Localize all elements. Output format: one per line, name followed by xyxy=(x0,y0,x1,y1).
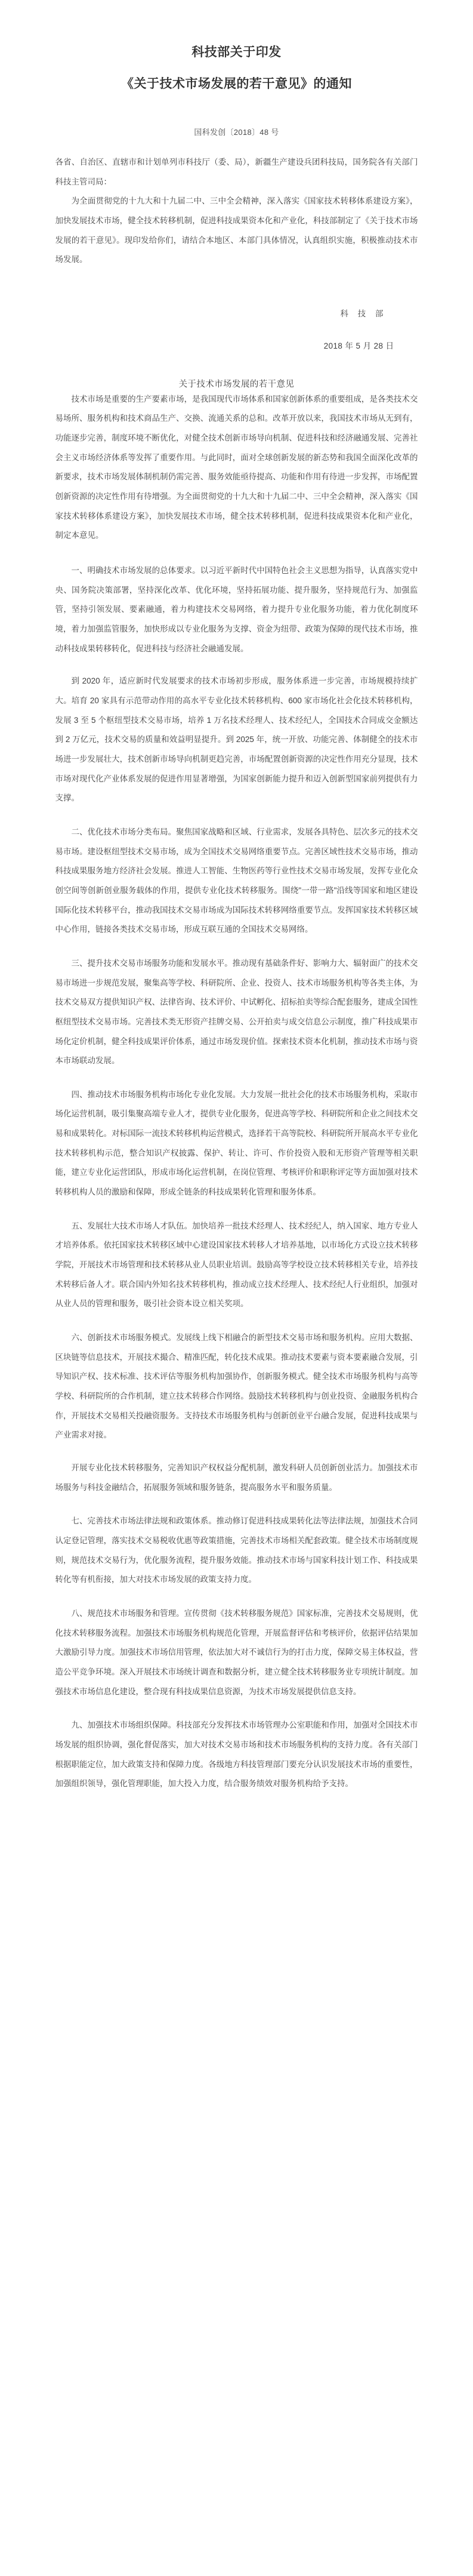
document-body xyxy=(55,0,418,1794)
section-paragraph: 一、明确技术市场发展的总体要求。以习近平新时代中国特色社会主义思想为指导，认真落实党中央、国务院决策部署，坚持深化改革、优化环境，坚持拓展功能、提升服务，坚持规范行为、加强监管，坚持引领发展、要素融通，着力构建技术交易网络，着力提升专业化服务功能，着力优化制度环境，着力加强监管服务，加快形成以专业化服务为支撑、资金为纽带、政策为保障的现代技术市场，推动科技成果转移转化，促进科技与经济社会融通发展。 xyxy=(55,566,418,653)
title-block xyxy=(55,0,418,97)
addressee-block: 各省、自治区、直辖市和计划单列市科技厅（委、局），新疆生产建设兵团科技局，国务院各有关部门科技主管司局： xyxy=(55,157,418,186)
page-title-line-1: 科技部关于印发 xyxy=(191,45,282,59)
opinions-subtitle: 关于技术市场发展的若干意见 xyxy=(178,379,295,389)
section-one xyxy=(55,561,418,808)
section-paragraph: 二、优化技术市场分类布局。聚焦国家战略和区域、行业需求，发展各具特色、层次多元的技术交易市场。建设枢纽型技术交易市场，成为全国技术交易网络重要节点。完善区域性技术交易市场，推动科技成果服务地方经济社会发展。推进人工智能、生物医药等行业性技术交易市场发展，发挥专业化众创空间等创新创业服务载体的作用，提供专业化技术转移服务。围绕"一带一路"沿线等国家和地区建设国际化技术转移平台，推动我国技术交易市场成为国际技术转移网络重要节点。发挥国家技术转移区域中心作用，链接各类技术交易市场，形成互联互通的全国技术交易网络。 xyxy=(55,827,418,934)
signature-date: 2018 年 5 月 28 日 xyxy=(323,341,394,350)
section-five xyxy=(55,1217,418,1314)
section-three xyxy=(55,954,418,1071)
section-four xyxy=(55,1085,418,1202)
preamble-paragraph: 技术市场是重要的生产要素市场，是我国现代市场体系和国家创新体系的重要组成，是各类技术交易场所、服务机构和技术商品生产、交换、流通关系的总和。改革开放以来，我国技术市场从无到有，功能逐步完善，制度环境不断优化，对健全技术创新市场导向机制、促进科技和经济融通发展、完善社会主义市场经济体系等发挥了重要作用。与此同时，面对全球创新发展的新态势和我国全面深化改革的新要求，技术市场发展体制机制仍需完善、服务效能亟待提高、功能和作用有待进一步发挥，市场配置创新资源的决定性作用有待增强。为全面贯彻党的十九大和十九届二中、三中全会精神，深入落实《国家技术转移体系建设方案》，加快发展技术市场，健全技术转移机制，促进科技成果资本化和产业化，制定本意见。 xyxy=(55,394,418,540)
section-paragraph: 开展专业化技术转移服务，完善知识产权权益分配机制，激发科研人员创新创业活力。加强技术市场服务与科技金融结合，拓展服务领域和服务链条，提高服务水平和服务质量。 xyxy=(55,1463,418,1492)
section-seven xyxy=(55,1512,418,1590)
section-nine xyxy=(55,1716,418,1794)
section-six xyxy=(55,1328,418,1497)
page-title-line-2: 《关于技术市场发展的若干意见》的通知 xyxy=(121,76,352,91)
section-paragraph: 到 2020 年，适应新时代发展要求的技术市场初步形成，服务体系进一步完善，市场规模持续扩大。培育 20 家具有示范带动作用的高水平专业化技术转移机构、600 家市场化社会化技术转移机构，发展 3 至 5 个枢纽型技术交易市场，培养 1 万名技术经理人、技术经纪人，全国技术合同成交金额达到 2 万亿元，技术交易的质量和效益明显提升。到 2025 年，统一开放、功能完善、体制健全的技术市场进一步发展壮大，技术创新市场导向机制更趋完善，市场配置创新资源的决定性作用充分显现，技术市场对现代化产业体系发展的促进作用显著增强，为国家创新能力提升和迈入创新型国家前列提供有力支撑。 xyxy=(55,676,418,803)
section-paragraph: 七、完善技术市场法律法规和政策体系。推动修订促进科技成果转化法等法律法规，加强技术合同认定登记管理，落实技术交易税收优惠等政策措施，完善技术市场相关配套政策。健全技术市场制度规则，规范技术交易行为，优化服务流程，提升服务效能。推动技术市场与国家科技计划工作、科技成果转化等有机衔接，加大对技术市场发展的政策支持力度。 xyxy=(55,1516,418,1584)
document-number: 国科发创〔2018〕48 号 xyxy=(194,127,279,137)
section-eight xyxy=(55,1604,418,1701)
cover-paragraph: 为全面贯彻党的十九大和十九届二中、三中全会精神，深入落实《国家技术转移体系建设方案》，加快发展技术市场，健全技术转移机制，促进科技成果资本化和产业化，科技部制定了《关于技术市场发展的若干意见》。现印发给你们，请结合本地区、本部门具体情况，认真组织实施，积极推动技术市场发展。 xyxy=(55,196,418,264)
section-two xyxy=(55,823,418,940)
section-paragraph: 六、创新技术市场服务模式。发展线上线下相融合的新型技术交易市场和服务机构。应用大数据、区块链等信息技术，开展技术撮合、精准匹配，转化技术成果。推动技术要素与资本要素融合发展，引导知识产权、技术标准、技术评估等服务机构加强协作，创新服务模式。健全技术市场服务机构与高等学校、科研院所的合作机制，建立技术转移合作网络。鼓励技术转移机构与创业投资、金融服务机构合作，开展技术交易相关投融资服务。支持技术市场服务机构与创新创业平台融合发展，促进科技成果与产业需求对接。 xyxy=(55,1333,418,1440)
section-paragraph: 四、推动技术市场服务机构市场化专业化发展。大力发展一批社会化的技术市场服务机构，采取市场化运营机制，吸引集聚高端专业人才，提供专业化服务，促进高等学校、科研院所和企业之间技术交易和成果转化。对标国际一流技术转移机构运营模式，选择若干高等院校、科研院所开展高水平专业化技术转移机构示范，整合知识产权披露、保护、转让、许可、作价投资入股和无形资产管理等相关职能，建立专业化运营团队，形成市场化运营机制，在岗位管理、考核评价和职称评定等方面加强对技术转移机构人员的激励和保障，形成全链条的科技成果转化管理和服务体系。 xyxy=(55,1090,418,1197)
section-paragraph: 三、提升技术交易市场服务功能和发展水平。推动现有基础条件好、影响力大、辐射面广的技术交易市场进一步规范发展，聚集高等学校、科研院所、企业、投资人、技术市场服务机构等各类主体，为技术交易双方提供知识产权、法律咨询、技术评价、中试孵化、招标拍卖等综合配套服务，建成全国性枢纽型技术交易市场。完善技术类无形资产挂牌交易、公开拍卖与成交信息公示制度，推广科技成果市场化定价机制，健全科技成果评价体系，通过市场发现价值。探索技术资本化机制，推动技术市场与资本市场联动发展。 xyxy=(55,958,418,1066)
section-paragraph: 九、加强技术市场组织保障。科技部充分发挥技术市场管理办公室职能和作用，加强对全国技术市场发展的组织协调，强化督促落实，加大对技术交易市场和技术市场服务机构的支持力度。各有关部门根据职能定位，加大政策支持和保障力度。各级地方科技管理部门要充分认识发展技术市场的重要性，加强组织领导，强化管理职能，加大投入力度，结合服务绩效对服务机构给予支持。 xyxy=(55,1721,418,1789)
section-paragraph: 五、发展壮大技术市场人才队伍。加快培养一批技术经理人、技术经纪人，纳入国家、地方专业人才培养体系。依托国家技术转移区域中心建设国家技术转移人才培养基地，以市场化方式设立技术转移学院，开展技术市场管理和技术转移从业人员职业培训。鼓励高等学校设立技术转移相关专业，培养技术转移后备人才。联合国内外知名技术转移机构，推动成立技术经理人、技术经纪人行业组织，加强对从业人员的管理和服务，吸引社会资本设立相关奖项。 xyxy=(55,1221,418,1309)
signature-issuer: 科 技 部 xyxy=(340,309,387,318)
section-paragraph: 八、规范技术市场服务和管理。宣传贯彻《技术转移服务规范》国家标准，完善技术交易规则，优化技术转移服务流程。加强技术市场服务机构规范化管理，开展监督评估和考核评价，依据评估结果加大激励引导力度。加强技术市场信用管理，依法加大对不诚信行为的打击力度，保障交易主体权益，营造公平竞争环境。深入开展技术市场统计调查和数据分析，建立健全技术转移服务业专项统计制度。加强技术市场信息化建设，整合现有科技成果信息资源，为技术市场发展提供信息支持。 xyxy=(55,1608,418,1696)
